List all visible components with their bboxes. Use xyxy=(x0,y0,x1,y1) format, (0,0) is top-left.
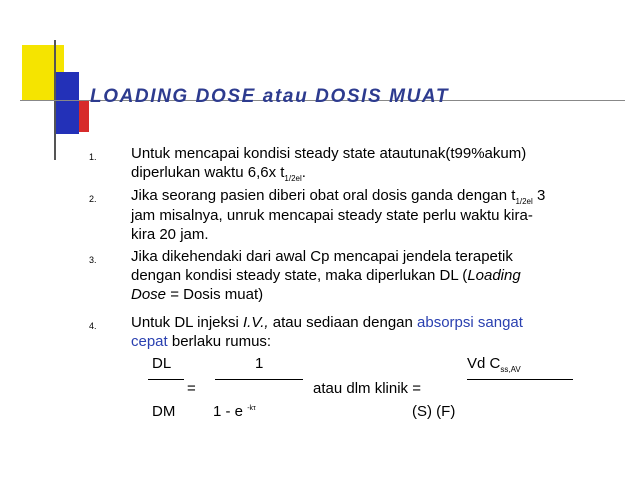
item-4-line-2: cepat berlaku rumus: xyxy=(131,333,272,350)
item-3-line-2: dengan kondisi steady state, maka diperlukan DL (Loading xyxy=(131,267,521,284)
formula-one: 1 xyxy=(255,355,264,372)
item-2-line-2: jam misalnya, unruk mencapai steady state perlu waktu kira- xyxy=(131,207,533,224)
formula-clinic-text: atau dlm klinik = xyxy=(313,380,421,397)
item-1-line-2: diperlukan waktu 6,6x $t_{1/2el}$. xyxy=(131,164,306,183)
fraction-line-one xyxy=(215,379,303,380)
item-3-line-3: Dose = Dosis muat) xyxy=(131,286,264,303)
item-2-line-3: kira 20 jam. xyxy=(131,226,209,243)
item-2-number: 2. xyxy=(89,194,97,204)
decor-blue-square xyxy=(55,72,79,134)
fraction-line-vd xyxy=(467,379,573,380)
formula-equals: = xyxy=(187,380,196,397)
formula-dl: DL xyxy=(152,355,172,372)
item-3-line-1: Jika dikehendaki dari awal Cp mencapai jendela terapetik xyxy=(131,248,513,265)
formula-vd-css: Vd $C_{ss,AV}$ xyxy=(467,355,521,374)
item-1-line-1: Untuk mencapai kondisi steady state atautunak(t99%akum) xyxy=(131,145,527,162)
item-4-number: 4. xyxy=(89,321,97,331)
formula-dm: DM xyxy=(152,403,176,420)
slide-title: LOADING DOSE atau DOSIS MUAT xyxy=(90,86,450,107)
formula-s-f: (S) (F) xyxy=(412,403,456,420)
item-1-number: 1. xyxy=(89,152,97,162)
item-2-line-1: Jika seorang pasien diberi obat oral dosis ganda dengan $t_{1/2el}$ 3 xyxy=(131,187,546,206)
formula-denominator: 1 - e $^{-k\tau}$ xyxy=(213,403,256,420)
item-4-line-1: Untuk DL injeksi I.V., atau sediaan dengan absorpsi sangat xyxy=(131,314,523,331)
item-3-number: 3. xyxy=(89,255,97,265)
fraction-line-dl-dm xyxy=(148,379,184,380)
